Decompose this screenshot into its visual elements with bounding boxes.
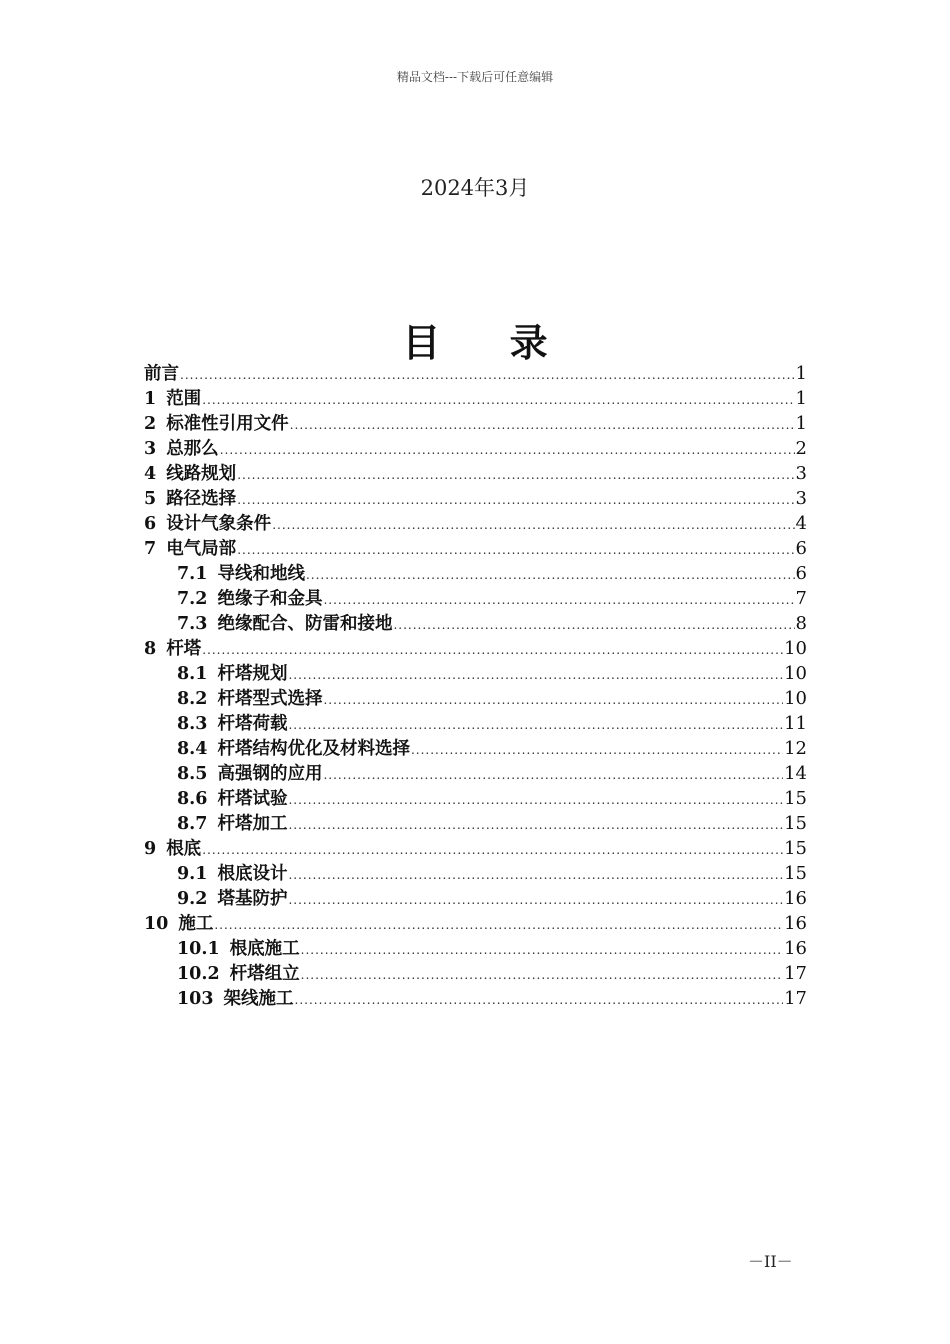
toc-dot-leader	[220, 437, 795, 463]
toc-dot-leader	[288, 887, 783, 913]
toc-entry-label: 杆塔规划	[217, 664, 288, 684]
toc-entry[interactable]	[144, 586, 807, 611]
toc-dot-leader	[237, 462, 794, 488]
toc-entry-page: 10	[784, 638, 807, 659]
toc-entry[interactable]	[144, 411, 807, 436]
toc-dot-leader	[323, 687, 783, 713]
toc-entry-page: 2	[795, 438, 807, 459]
toc-entry-number: 8.7	[177, 814, 208, 834]
toc-entry-number: 7.2	[177, 589, 208, 609]
toc-entry-number: 4	[144, 464, 157, 484]
toc-entry-label: 根底设计	[217, 864, 288, 884]
toc-entry-page: 14	[784, 763, 807, 784]
toc-dot-leader	[180, 362, 795, 388]
toc-entry[interactable]	[144, 961, 807, 986]
page-number-footer: －II－	[748, 1252, 793, 1271]
toc-entry[interactable]	[144, 536, 807, 561]
toc-dot-leader	[323, 762, 783, 788]
toc-entry-page: 17	[784, 988, 807, 1009]
toc-dot-leader	[272, 512, 794, 538]
toc-entry[interactable]	[144, 436, 807, 461]
toc-entry-label: 塔基防护	[217, 889, 288, 909]
toc-entry-label: 杆塔加工	[217, 814, 288, 834]
toc-dot-leader	[288, 862, 783, 888]
toc-entry-page: 16	[784, 938, 807, 959]
toc-entry-page: 15	[784, 813, 807, 834]
toc-entry-page: 15	[784, 788, 807, 809]
toc-entry-page: 12	[784, 738, 807, 759]
toc-title: 目 录	[402, 320, 576, 365]
toc-dot-leader	[301, 962, 783, 988]
toc-dot-leader	[288, 712, 783, 738]
toc-entry-page: 6	[795, 563, 807, 584]
toc-dot-leader	[202, 387, 794, 413]
toc-entry-number: 5	[144, 489, 157, 509]
toc-entry[interactable]	[144, 936, 807, 961]
toc-entry-page: 17	[784, 963, 807, 984]
toc-entry-number: 7.3	[177, 614, 208, 634]
toc-entry[interactable]	[144, 986, 807, 1011]
toc-dot-leader	[411, 737, 783, 763]
toc-entry-label: 杆塔荷载	[217, 714, 288, 734]
toc-entry-label: 路径选择	[166, 489, 237, 509]
toc-entry-page: 10	[784, 663, 807, 684]
toc-dot-leader	[306, 562, 795, 588]
toc-entry-number: 8.1	[177, 664, 208, 684]
toc-entry-label: 根底	[166, 839, 202, 859]
toc-entry-label: 总那么	[166, 439, 219, 459]
toc-entry-page: 16	[784, 888, 807, 909]
toc-entry-number: 8.5	[177, 764, 208, 784]
toc-entry[interactable]	[144, 811, 807, 836]
toc-entry-number: 8.2	[177, 689, 208, 709]
toc-entry-number: 7.1	[177, 564, 208, 584]
toc-entry-label: 导线和地线	[217, 564, 305, 584]
toc-entry[interactable]	[144, 361, 807, 386]
toc-dot-leader	[202, 637, 783, 663]
toc-entry[interactable]	[144, 886, 807, 911]
toc-entry-label: 设计气象条件	[166, 514, 272, 534]
toc-entry-number: 8.3	[177, 714, 208, 734]
toc-entry[interactable]	[144, 861, 807, 886]
toc-entry-label: 杆塔	[166, 639, 202, 659]
toc-dot-leader	[237, 487, 794, 513]
toc-dot-leader	[301, 937, 783, 963]
toc-entry-label: 范围	[166, 389, 202, 409]
toc-entry-page: 7	[795, 588, 807, 609]
toc-entry[interactable]	[144, 611, 807, 636]
toc-entry-label: 施工	[178, 914, 214, 934]
toc-dot-leader	[288, 662, 783, 688]
toc-entry[interactable]	[144, 561, 807, 586]
toc-entry[interactable]	[144, 911, 807, 936]
toc-entry-page: 15	[784, 838, 807, 859]
toc-entry-label: 杆塔组立	[229, 964, 300, 984]
toc-entry-number: 8.4	[177, 739, 208, 759]
toc-entry[interactable]	[144, 711, 807, 736]
toc-entry-number: 9.2	[177, 889, 208, 909]
toc-entry-page: 3	[795, 488, 807, 509]
toc-entry[interactable]	[144, 511, 807, 536]
toc-dot-leader	[323, 587, 794, 613]
toc-entry-page: 16	[784, 913, 807, 934]
toc-dot-leader	[295, 987, 784, 1013]
toc-entry-number: 10.1	[177, 939, 220, 959]
header-note: 精品文档---下载后可任意编辑	[396, 70, 554, 84]
toc-entry[interactable]	[144, 486, 807, 511]
toc-entry-number: 8	[144, 639, 157, 659]
toc-dot-leader	[214, 912, 783, 938]
toc-entry-label: 杆塔试验	[217, 789, 288, 809]
toc-entry-page: 3	[795, 463, 807, 484]
toc-entry-page: 1	[795, 363, 807, 384]
toc-entry[interactable]	[144, 836, 807, 861]
toc-entry-label: 杆塔型式选择	[217, 689, 323, 709]
toc-entry-number: 103	[177, 989, 214, 1009]
toc-dot-leader	[288, 787, 783, 813]
date-line: 2024年3月	[420, 176, 530, 200]
toc-entry-label: 高强钢的应用	[217, 764, 323, 784]
toc-entry[interactable]	[144, 686, 807, 711]
toc-entry[interactable]	[144, 786, 807, 811]
toc-dot-leader	[288, 812, 783, 838]
toc-entry-page: 15	[784, 863, 807, 884]
toc-entry[interactable]	[144, 386, 807, 411]
toc-entry-label: 绝缘子和金具	[217, 589, 323, 609]
toc-entry-label: 前言	[144, 364, 179, 384]
toc-entry-label: 根底施工	[229, 939, 300, 959]
toc-entry[interactable]	[144, 461, 807, 486]
toc-entry-page: 4	[795, 513, 807, 534]
toc-entry[interactable]	[144, 636, 807, 661]
toc-entry-label: 杆塔结构优化及材料选择	[217, 739, 410, 759]
toc-entry-number: 3	[144, 439, 157, 459]
toc-entry-number: 9	[144, 839, 157, 859]
toc-dot-leader	[237, 537, 794, 563]
table-of-contents	[144, 361, 807, 1011]
toc-entry-page: 1	[795, 388, 807, 409]
toc-entry-label: 电气局部	[166, 539, 237, 559]
toc-dot-leader	[202, 837, 783, 863]
toc-entry[interactable]	[144, 661, 807, 686]
toc-entry[interactable]	[144, 736, 807, 761]
toc-entry-number: 10.2	[177, 964, 220, 984]
toc-entry-number: 7	[144, 539, 157, 559]
toc-entry-page: 8	[795, 613, 807, 634]
toc-entry-number: 6	[144, 514, 157, 534]
toc-entry-number: 10	[144, 914, 169, 934]
toc-dot-leader	[393, 612, 794, 638]
toc-entry-page: 6	[795, 538, 807, 559]
toc-entry-number: 8.6	[177, 789, 208, 809]
toc-entry-number: 9.1	[177, 864, 208, 884]
toc-entry-label: 绝缘配合、防雷和接地	[217, 614, 393, 634]
toc-entry-number: 1	[144, 389, 157, 409]
toc-entry-number: 2	[144, 414, 157, 434]
toc-entry-label: 线路规划	[166, 464, 237, 484]
toc-entry-page: 1	[795, 413, 807, 434]
toc-entry[interactable]	[144, 761, 807, 786]
toc-entry-label: 标准性引用文件	[166, 414, 289, 434]
toc-entry-page: 11	[784, 713, 807, 734]
toc-dot-leader	[290, 412, 795, 438]
toc-entry-page: 10	[784, 688, 807, 709]
toc-entry-label: 架线施工	[223, 989, 294, 1009]
